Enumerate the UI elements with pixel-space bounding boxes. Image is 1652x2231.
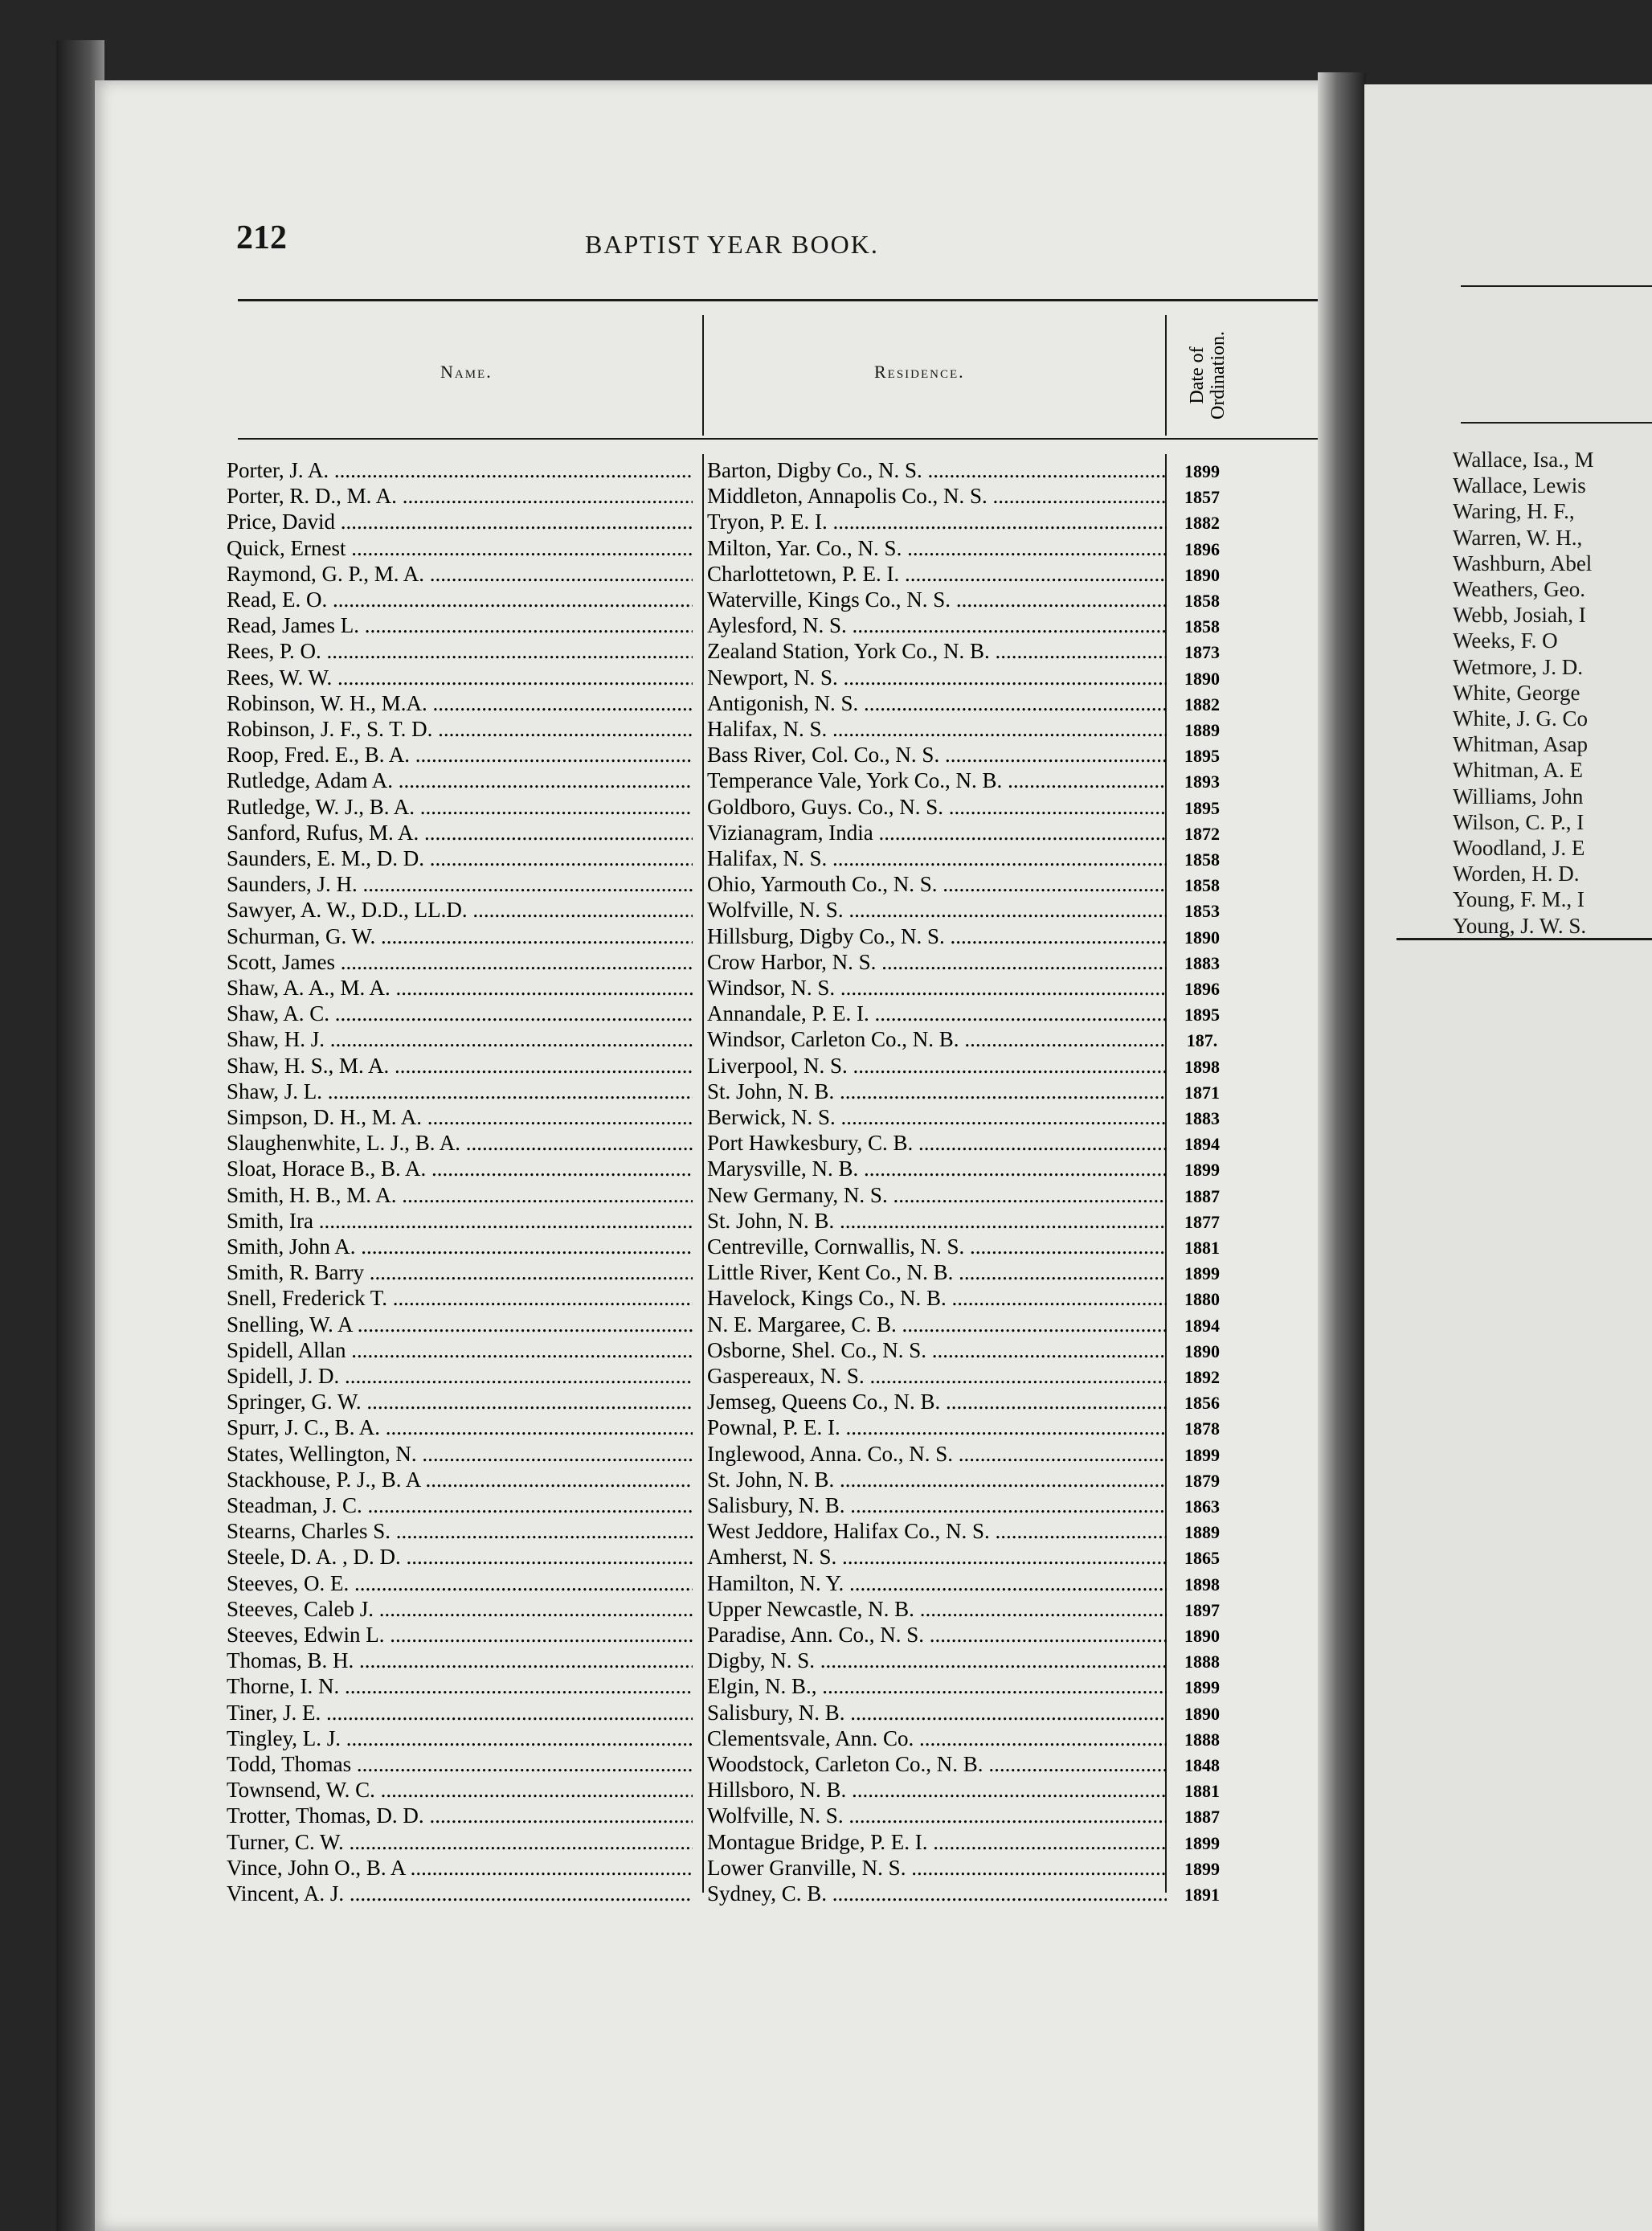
residence: Gaspereaux, N. S. ..... [707,1364,1167,1389]
table-row [95,976,1348,1001]
ordination-year: 1878 [1184,1418,1220,1439]
minister-name: Quick, Ernest ..... [227,536,693,561]
table-row [95,846,1348,872]
minister-name: Robinson, W. H., M.A. ..... [227,691,693,716]
facing-list-item: Waring, H. F., [1453,499,1575,524]
residence: Waterville, Kings Co., N. S. ..... [707,587,1167,612]
facing-list-item: White, J. G. Co [1453,706,1588,731]
facing-list-item: Worden, H. D. [1453,862,1580,886]
table-row [95,1623,1348,1648]
ordination-year: 1899 [1184,1858,1220,1879]
table-row [95,1519,1348,1545]
table-row [95,587,1348,613]
facing-list-item: Williams, John [1453,784,1584,808]
minister-name: Steeves, O. E. ..... [227,1571,693,1596]
minister-name: Smith, Ira ..... [227,1209,693,1234]
residence: Marysville, N. B. ..... [707,1156,1167,1181]
minister-name: Springer, G. W. ..... [227,1390,693,1414]
ordination-year: 1899 [1184,461,1220,481]
table-row [95,1701,1348,1726]
table-row [95,1881,1348,1907]
table-row [95,743,1348,768]
ordination-year: 1887 [1184,1807,1220,1828]
minister-name: Shaw, H. S., M. A. ..... [227,1054,693,1079]
minister-name: Saunders, J. H. ..... [227,872,693,897]
table-row [95,1674,1348,1700]
table-row [95,1054,1348,1079]
residence: St. John, N. B. ..... [707,1468,1167,1492]
running-head: BAPTIST YEAR BOOK. [585,230,879,259]
facing-list-item: Washburn, Abel [1453,551,1593,575]
ordination-year: 1889 [1184,720,1220,740]
ordination-year: 1873 [1184,642,1220,663]
facing-list-item: Weathers, Geo. [1453,577,1586,601]
residence: Hillsburg, Digby Co., N. S. ..... [707,924,1167,949]
residence: Milton, Yar. Co., N. S. ..... [707,536,1167,561]
residence: Havelock, Kings Co., N. B. ..... [707,1286,1167,1311]
minister-name: Steele, D. A. , D. D. ..... [227,1545,693,1570]
ordination-year: 1895 [1184,1005,1220,1025]
minister-name: Thomas, B. H. ..... [227,1648,693,1673]
column-header-date-line2: Ordination. [1208,331,1229,420]
minister-name: Robinson, J. F., S. T. D. ..... [227,717,693,742]
minister-name: Read, E. O. ..... [227,587,693,612]
minister-name: Rutledge, W. J., B. A. ..... [227,795,693,820]
ordination-year: 1857 [1184,487,1220,508]
ordination-year: 1896 [1184,538,1220,559]
residence: Centreville, Cornwallis, N. S. ..... [707,1234,1167,1259]
ordination-year: 1889 [1184,1522,1220,1543]
table-row [95,1830,1348,1856]
residence: St. John, N. B. ..... [707,1079,1167,1104]
ordination-year: 1897 [1184,1599,1220,1620]
residence: Upper Newcastle, N. B. ..... [707,1597,1167,1622]
ordination-year: 1858 [1184,616,1220,637]
minister-name: Steeves, Edwin L. ..... [227,1623,693,1648]
table-row [95,1312,1348,1338]
table-row [95,1752,1348,1778]
table-row [95,795,1348,821]
minister-name: Townsend, W. C. ..... [227,1778,693,1803]
minister-name: Tingley, L. J. ..... [227,1726,693,1751]
minister-name: Spidell, J. D. ..... [227,1364,693,1389]
header-divider-2 [1165,315,1167,436]
minister-name: Stackhouse, P. J., B. A ..... [227,1468,693,1492]
residence: Tryon, P. E. I. ..... [707,510,1167,534]
residence: Osborne, Shel. Co., N. S. ..... [707,1338,1167,1363]
residence: Barton, Digby Co., N. S. ..... [707,458,1167,483]
table-row [95,898,1348,923]
table-row [95,536,1348,562]
minister-name: Price, David ..... [227,510,693,534]
ordination-year: 1872 [1184,823,1220,844]
minister-name: Shaw, J. L. ..... [227,1079,693,1104]
ordination-year: 1890 [1184,927,1220,948]
facing-page [1364,84,1652,2231]
ordination-year: 1898 [1184,1056,1220,1077]
residence: N. E. Margaree, C. B. ..... [707,1312,1167,1337]
facing-list-item: Warren, W. H., [1453,525,1583,550]
ordination-year: 1858 [1184,875,1220,896]
ordination-year: 1853 [1184,901,1220,922]
ordination-year: 1881 [1184,1781,1220,1802]
table-row [95,1338,1348,1364]
ordination-year: 1893 [1184,772,1220,792]
facing-top-rule [1461,285,1652,287]
ordination-year: 1890 [1184,668,1220,689]
ordination-year: 1899 [1184,1677,1220,1698]
ordination-year: 1899 [1184,1832,1220,1853]
table-row [95,1778,1348,1803]
table-row [95,665,1348,691]
table-row [95,717,1348,743]
residence: Woodstock, Carleton Co., N. B. ..... [707,1752,1167,1777]
minister-name: Sloat, Horace B., B. A. ..... [227,1156,693,1181]
minister-name: Saunders, E. M., D. D. ..... [227,846,693,871]
table-row [95,1493,1348,1519]
residence: Bass River, Col. Co., N. S. ..... [707,743,1167,768]
table-row [95,1156,1348,1182]
table-row [95,1364,1348,1390]
ordination-year: 1895 [1184,746,1220,767]
facing-list-item: Young, F. M., I [1453,887,1585,912]
residence: Antigonish, N. S. ..... [707,691,1167,716]
residence: Elgin, N. B., ..... [707,1674,1167,1699]
top-rule [238,299,1323,301]
minister-name: Thorne, I. N. ..... [227,1674,693,1699]
table-row [95,691,1348,717]
residence: Pownal, P. E. I. ..... [707,1415,1167,1440]
residence: Hillsboro, N. B. ..... [707,1778,1167,1803]
minister-name: Scott, James ..... [227,950,693,975]
residence: Ohio, Yarmouth Co., N. S. ..... [707,872,1167,897]
table-row [95,562,1348,587]
minister-name: Smith, R. Barry ..... [227,1260,693,1285]
ordination-year: 1895 [1184,797,1220,818]
residence: Windsor, Carleton Co., N. B. ..... [707,1027,1167,1052]
table-row [95,821,1348,846]
table-row [95,768,1348,794]
residence: Digby, N. S. ..... [707,1648,1167,1673]
minister-name: Shaw, A. C. ..... [227,1001,693,1026]
residence: Zealand Station, York Co., N. B. ..... [707,639,1167,664]
residence: New Germany, N. S. ..... [707,1183,1167,1208]
ordination-year: 1882 [1184,513,1220,534]
residence: Aylesford, N. S. ..... [707,613,1167,638]
facing-list-item: Wallace, Isa., M [1453,448,1594,472]
minister-name: Sanford, Rufus, M. A. ..... [227,821,693,845]
residence: Wolfville, N. S. ..... [707,898,1167,923]
table-row [95,1027,1348,1053]
table-row [95,1571,1348,1597]
table-row [95,1131,1348,1156]
minister-name: Smith, John A. ..... [227,1234,693,1259]
ordination-year: 1848 [1184,1755,1220,1775]
ordination-year: 1882 [1184,694,1220,714]
table-row [95,510,1348,535]
facing-list-item: Weeks, F. O [1453,628,1558,653]
ordination-year: 1881 [1184,1238,1220,1258]
table-row [95,1803,1348,1829]
table-row [95,1545,1348,1570]
ordination-year: 1863 [1184,1496,1220,1517]
ordination-year: 1896 [1184,979,1220,999]
minister-name: Spidell, Allan ..... [227,1338,693,1363]
table-row [95,484,1348,510]
residence: Montague Bridge, P. E. I. ..... [707,1830,1167,1855]
minister-name: Trotter, Thomas, D. D. ..... [227,1803,693,1828]
table-row [95,613,1348,639]
ordination-year: 1890 [1184,564,1220,585]
residence: Hamilton, N. Y. ..... [707,1571,1167,1596]
minister-name: Vince, John O., B. A ..... [227,1856,693,1881]
ordination-year: 1894 [1184,1134,1220,1155]
residence: Goldboro, Guys. Co., N. S. ..... [707,795,1167,820]
ordination-year: 1890 [1184,1703,1220,1724]
facing-list-item: Webb, Josiah, I [1453,603,1586,628]
table-row [95,1001,1348,1027]
header-bottom-rule [238,438,1323,440]
residence: Annandale, P. E. I. ..... [707,1001,1167,1026]
ordination-year: 1865 [1184,1548,1220,1569]
residence: Lower Granville, N. S. ..... [707,1856,1167,1881]
left-page [95,80,1350,2231]
table-row [95,1726,1348,1752]
minister-name: Stearns, Charles S. ..... [227,1519,693,1544]
minister-name: Shaw, A. A., M. A. ..... [227,976,693,1001]
ordination-year: 1894 [1184,1315,1220,1336]
table-row [95,872,1348,898]
minister-name: Tiner, J. E. ..... [227,1701,693,1725]
residence: Jemseg, Queens Co., N. B. ..... [707,1390,1167,1414]
facing-list-item: Wetmore, J. D. [1453,654,1584,679]
ordination-year: 1871 [1184,1082,1220,1103]
minister-name: Roop, Fred. E., B. A. ..... [227,743,693,768]
residence: Vizianagram, India ..... [707,821,1167,845]
residence: West Jeddore, Halifax Co., N. S. ..... [707,1519,1167,1544]
minister-name: Snell, Frederick T. ..... [227,1286,693,1311]
table-row [95,924,1348,950]
residence: Windsor, N. S. ..... [707,976,1167,1001]
ordination-year: 1888 [1184,1652,1220,1672]
ordination-year: 1898 [1184,1574,1220,1594]
ordination-year: 1899 [1184,1160,1220,1181]
facing-bottom-rule [1396,938,1652,940]
table-row [95,1209,1348,1234]
ordination-year: 187. [1186,1030,1218,1051]
residence: Port Hawkesbury, C. B. ..... [707,1131,1167,1156]
residence: Liverpool, N. S. ..... [707,1054,1167,1079]
column-header-residence: Residence. [874,362,965,382]
facing-list-item: Young, J. W. S. [1453,913,1587,938]
ordination-year: 1887 [1184,1185,1220,1206]
residence: Halifax, N. S. ..... [707,717,1167,742]
table-row [95,950,1348,976]
residence: Charlottetown, P. E. I. ..... [707,562,1167,587]
residence: Salisbury, N. B. ..... [707,1701,1167,1725]
residence: Sydney, C. B. ..... [707,1881,1167,1906]
ordination-year: 1892 [1184,1367,1220,1387]
minister-name: Turner, C. W. ..... [227,1830,693,1855]
page-number: 212 [236,219,287,256]
minister-name: Snelling, W. A ..... [227,1312,693,1337]
ordination-year: 1890 [1184,1626,1220,1646]
minister-name: Porter, R. D., M. A. ..... [227,484,693,509]
facing-header-rule [1461,422,1652,424]
minister-name: States, Wellington, N. ..... [227,1442,693,1467]
column-header-name: Name. [440,362,493,382]
minister-name: Porter, J. A. ..... [227,458,693,483]
residence: Wolfville, N. S. ..... [707,1803,1167,1828]
facing-list-item: Whitman, Asap [1453,732,1588,757]
table-row [95,1234,1348,1260]
table-row [95,1105,1348,1131]
facing-list-item: Wallace, Lewis [1453,473,1586,498]
facing-list-item: Wilson, C. P., I [1453,809,1585,834]
minister-name: Rees, W. W. ..... [227,665,693,690]
ordination-year: 1883 [1184,1108,1220,1128]
table-row [95,1079,1348,1105]
table-row [95,639,1348,665]
residence: Little River, Kent Co., N. B. ..... [707,1260,1167,1285]
header-divider-1 [702,315,704,436]
minister-name: Slaughenwhite, L. J., B. A. ..... [227,1131,693,1156]
residence: Inglewood, Anna. Co., N. S. ..... [707,1442,1167,1467]
table-row [95,1415,1348,1441]
minister-name: Rees, P. O. ..... [227,639,693,664]
minister-name: Sawyer, A. W., D.D., LL.D. ..... [227,898,693,923]
residence: Crow Harbor, N. S. ..... [707,950,1167,975]
minister-name: Schurman, G. W. ..... [227,924,693,949]
facing-list-item: White, George [1453,680,1580,705]
table-row [95,1260,1348,1286]
book-gutter [1318,72,1366,2231]
table-row [95,1442,1348,1468]
residence: Middleton, Annapolis Co., N. S. ..... [707,484,1167,509]
minister-name: Steeves, Caleb J. ..... [227,1597,693,1622]
minister-name: Todd, Thomas ..... [227,1752,693,1777]
minister-name: Shaw, H. J. ..... [227,1027,693,1052]
ordination-year: 1891 [1184,1885,1220,1905]
ordination-year: 1883 [1184,952,1220,973]
ordination-year: 1877 [1184,1211,1220,1232]
residence: Halifax, N. S. ..... [707,846,1167,871]
minister-name: Rutledge, Adam A. ..... [227,768,693,793]
table-row [95,1648,1348,1674]
ordination-year: 1858 [1184,591,1220,611]
ordination-year: 1888 [1184,1729,1220,1750]
minister-name: Simpson, D. H., M. A. ..... [227,1105,693,1130]
ordination-year: 1856 [1184,1393,1220,1414]
ordination-year: 1899 [1184,1263,1220,1284]
minister-name: Spurr, J. C., B. A. ..... [227,1415,693,1440]
residence: Amherst, N. S. ..... [707,1545,1167,1570]
table-row [95,1183,1348,1209]
residence: Paradise, Ann. Co., N. S. ..... [707,1623,1167,1648]
ordination-year: 1879 [1184,1470,1220,1491]
residence: Temperance Vale, York Co., N. B. ..... [707,768,1167,793]
column-header-date-line1: Date of [1187,346,1208,404]
table-row [95,1286,1348,1312]
facing-list-item: Whitman, A. E [1453,758,1583,783]
table-row [95,1856,1348,1881]
ordination-year: 1880 [1184,1289,1220,1310]
minister-name: Smith, H. B., M. A. ..... [227,1183,693,1208]
residence: Salisbury, N. B. ..... [707,1493,1167,1518]
table-row [95,1468,1348,1493]
residence: Newport, N. S. ..... [707,665,1167,690]
table-row [95,1390,1348,1415]
minister-name: Steadman, J. C. ..... [227,1493,693,1518]
minister-name: Read, James L. ..... [227,613,693,638]
ordination-year: 1899 [1184,1444,1220,1465]
column-header-date [1172,315,1244,436]
residence: Berwick, N. S. ..... [707,1105,1167,1130]
table-row [95,1597,1348,1623]
residence: Clementsvale, Ann. Co. ..... [707,1726,1167,1751]
minister-name: Vincent, A. J. ..... [227,1881,693,1906]
residence: St. John, N. B. ..... [707,1209,1167,1234]
table-row [95,458,1348,484]
ordination-year: 1890 [1184,1341,1220,1361]
minister-name: Raymond, G. P., M. A. ..... [227,562,693,587]
facing-list-item: Woodland, J. E [1453,836,1585,860]
ordination-year: 1858 [1184,849,1220,870]
